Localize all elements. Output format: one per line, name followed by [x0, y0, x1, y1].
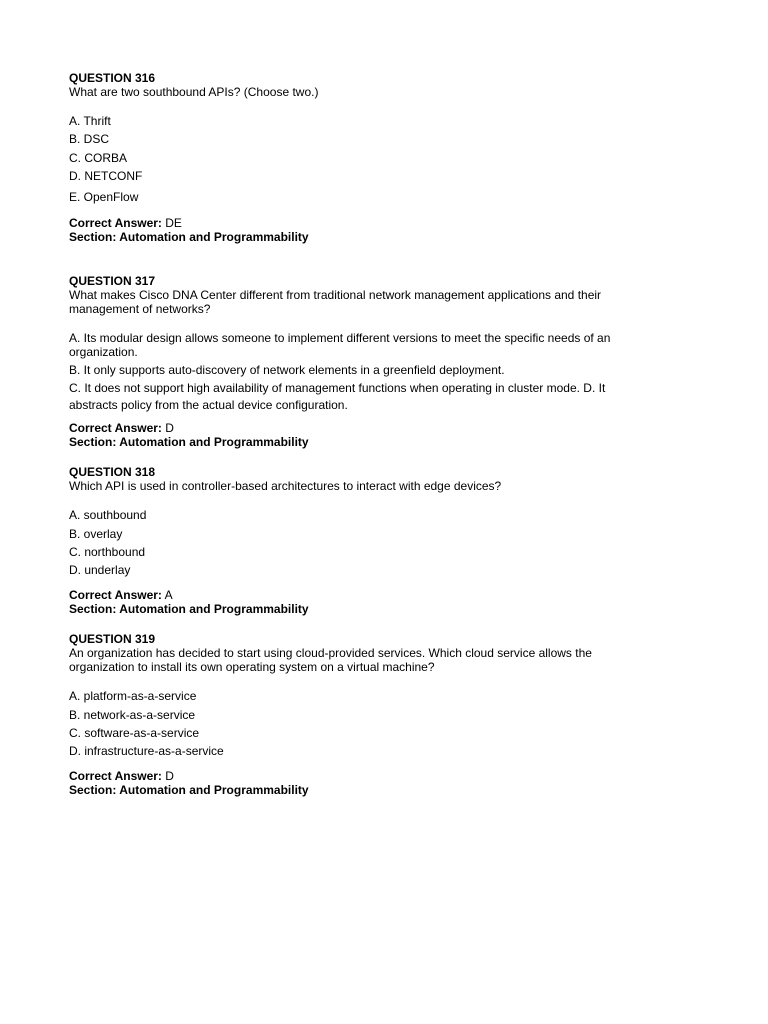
correct-answer-label: Correct Answer:: [69, 421, 162, 436]
correct-answer-value: D: [161, 421, 174, 436]
question-text-line-1: What makes Cisco DNA Center different from traditional network management applications and their: [69, 287, 602, 302]
option-a-continued: organization.: [69, 344, 138, 359]
section-label: Section: Automation and Programmability: [69, 783, 309, 798]
option-a: A. platform-as-a-service: [69, 689, 197, 704]
correct-answer: [69, 588, 649, 602]
correct-answer-value: D: [161, 769, 174, 784]
section-label: Section: Automation and Programmability: [69, 602, 309, 617]
section-label: Section: Automation and Programmability: [69, 229, 309, 244]
option-c: C. CORBA: [69, 150, 128, 165]
option-list: [69, 114, 649, 204]
option-b: B. overlay: [69, 526, 123, 541]
option-c: C. northbound: [69, 545, 146, 560]
correct-answer: [69, 421, 649, 435]
question-title: QUESTION 317: [69, 273, 156, 288]
question-text: What are two southbound APIs? (Choose two.): [69, 85, 319, 99]
correct-answer-label: Correct Answer:: [69, 215, 162, 230]
correct-answer: [69, 769, 649, 783]
option-list: [69, 331, 649, 413]
question-title: QUESTION 318: [69, 465, 156, 480]
option-c: C. software-as-a-service: [69, 725, 200, 740]
correct-answer-value: A: [161, 588, 173, 603]
option-b: B. network-as-a-service: [69, 707, 196, 722]
question-text: Which API is used in controller-based architectures to interact with edge devices?: [69, 479, 502, 494]
correct-answer-label: Correct Answer:: [69, 588, 162, 603]
correct-answer-label: Correct Answer:: [69, 769, 162, 784]
option-a: A. Thrift: [69, 114, 111, 128]
question-text-line-2: management of networks?: [69, 301, 211, 316]
question-319: [69, 632, 649, 797]
option-a: A. Its modular design allows someone to implement different versions to meet the specific needs of an: [69, 330, 611, 345]
option-b: B. DSC: [69, 132, 110, 147]
correct-answer: [69, 216, 649, 230]
question-text-line-2: organization to install its own operating system on a virtual machine?: [69, 660, 435, 675]
option-d: D. underlay: [69, 563, 131, 578]
option-c: C. It does not support high availability of management functions when operating in cluster mode. D. It: [69, 381, 606, 396]
question-317: [69, 274, 649, 450]
option-a: A. southbound: [69, 508, 147, 523]
question-318: [69, 465, 649, 616]
section-label: Section: Automation and Programmability: [69, 435, 309, 450]
correct-answer-value: DE: [161, 215, 182, 230]
document-page: [69, 71, 649, 797]
option-b: B. It only supports auto-discovery of network elements in a greenfield deployment.: [69, 363, 505, 378]
option-d: D. NETCONF: [69, 168, 143, 183]
option-d: D. infrastructure-as-a-service: [69, 744, 224, 759]
option-list: [69, 508, 649, 577]
option-e: E. OpenFlow: [69, 189, 139, 204]
option-list: [69, 689, 649, 758]
question-title: QUESTION 319: [69, 632, 156, 647]
option-d: abstracts policy from the actual device configuration.: [69, 398, 348, 413]
question-316: [69, 71, 649, 244]
question-title: QUESTION 316: [69, 71, 156, 85]
question-text-line-1: An organization has decided to start using cloud-provided services. Which cloud service allows the: [69, 646, 592, 661]
